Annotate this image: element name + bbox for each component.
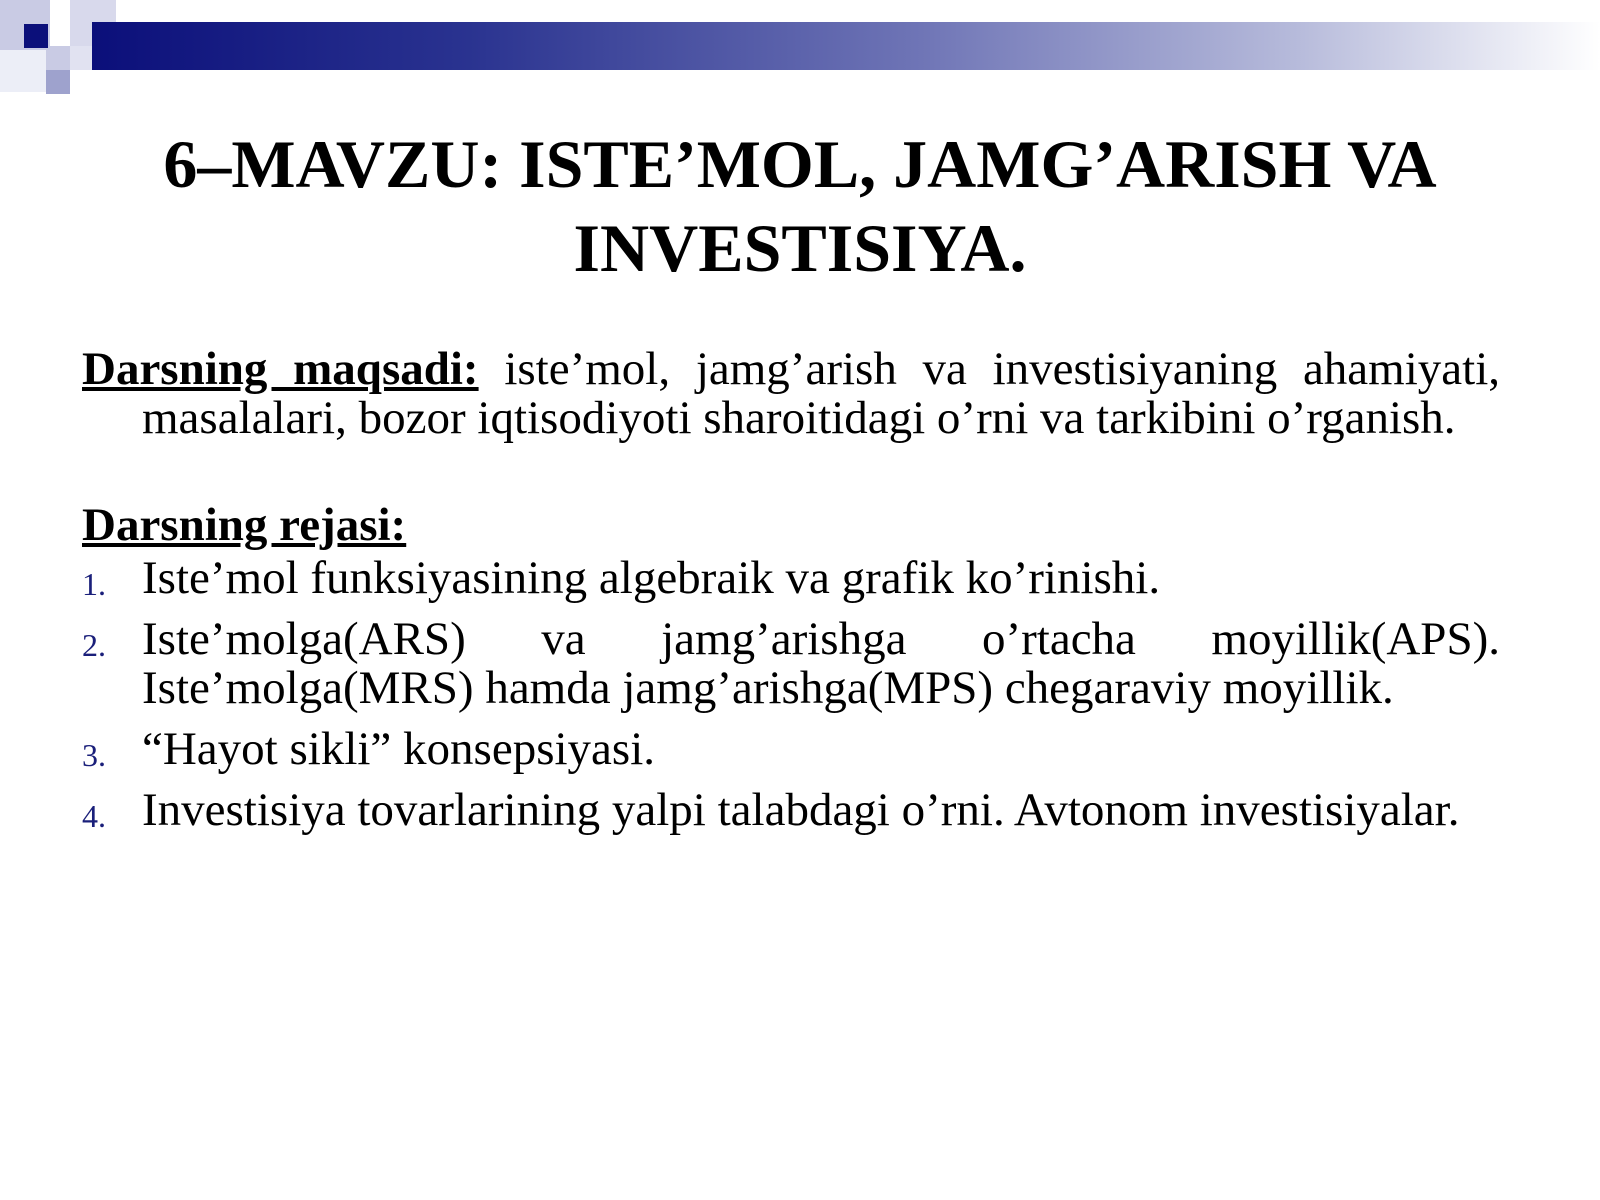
list-item-number: 3. bbox=[82, 737, 106, 773]
list-item-number: 4. bbox=[82, 798, 106, 834]
list-item bbox=[82, 615, 1500, 713]
list-item bbox=[82, 786, 1500, 835]
list-item-number: 2. bbox=[82, 627, 106, 663]
list-item-text: Investisiya tovarlarining yalpi talabdagi o’rni. Avtonom investisiyalar. bbox=[142, 784, 1460, 836]
slide-title-line2: INVESTISIYA. bbox=[573, 210, 1027, 286]
decorative-square bbox=[24, 24, 48, 48]
list-item-text: “Hayot sikli” konsepsiyasi. bbox=[142, 723, 656, 775]
lesson-goal-label: Darsning maqsadi: bbox=[82, 343, 479, 395]
lesson-goal-text: iste’mol, jamg’arish va investisiyaning ahamiyati, masalalari, bozor iqtisodiyoti sharoitidagi o’rni va tarkibini o’rganish. bbox=[142, 343, 1501, 444]
list-item-number: 1. bbox=[82, 566, 106, 602]
decorative-square bbox=[0, 46, 46, 92]
list-item bbox=[82, 725, 1500, 774]
slide-header-banner bbox=[0, 0, 1600, 100]
list-item-text: Iste’molga(ARS) va jamg’arishga o’rtacha moyillik(APS). Iste’molga(MRS) hamda jamg’arishga(MPS) chegaraviy moyillik. bbox=[142, 613, 1500, 714]
gradient-header-bar bbox=[92, 22, 1600, 70]
decorative-square bbox=[46, 46, 70, 70]
decorative-square bbox=[70, 46, 94, 70]
lesson-goal-paragraph bbox=[82, 345, 1500, 443]
list-item-text: Iste’mol funksiyasining algebraik va grafik ko’rinishi. bbox=[142, 552, 1161, 604]
slide-title bbox=[60, 122, 1540, 290]
slide-body bbox=[82, 345, 1500, 847]
decorative-square bbox=[46, 70, 70, 94]
list-item bbox=[82, 554, 1500, 603]
lesson-plan-label: Darsning rejasi: bbox=[82, 499, 407, 551]
lesson-plan-list bbox=[82, 554, 1500, 835]
slide-title-line1: 6–MAVZU: ISTE’MOL, JAMG’ARISH VA bbox=[163, 126, 1437, 202]
